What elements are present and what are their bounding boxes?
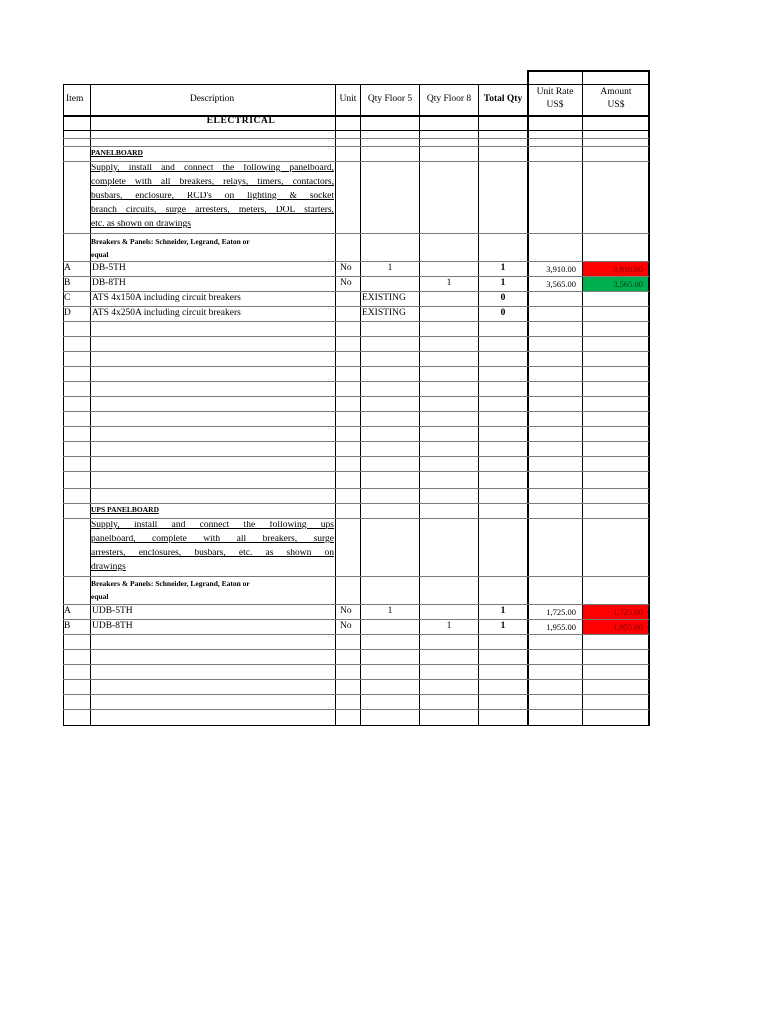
col-header-unit-rate: Unit Rate — [536, 87, 574, 97]
panelboard-brands-line-2: equal — [91, 250, 109, 259]
col-header-description: Description — [189, 94, 235, 104]
panelboard-desc-line-2: complete with all breakers, relays, timers, contactors, — [91, 178, 334, 187]
col-header-total-qty: Total Qty — [483, 94, 523, 104]
ups-panelboard-brands-line-2: equal — [91, 592, 109, 601]
row-qty-floor-5: 1 — [387, 606, 393, 616]
row-qty-floor-5: EXISTING — [362, 293, 406, 303]
row-unit: No — [340, 263, 352, 273]
panelboard-desc-line-5: etc. as shown on drawings — [91, 220, 191, 229]
row-qty-floor-5: 1 — [387, 263, 393, 273]
row-description: DB-8TH — [92, 278, 126, 288]
panelboard-desc-line-1: Supply, install and connect the following panelboard, — [91, 164, 334, 173]
row-description: DB-5TH — [92, 263, 126, 273]
row-amount: 3,565.00 — [613, 279, 643, 289]
col-header-amount: Amount — [600, 87, 632, 97]
row-description: UDB-5TH — [92, 606, 133, 616]
row-qty-floor-8: 1 — [446, 278, 452, 288]
col-header-unit: Unit — [339, 94, 357, 104]
row-unit-rate: 3,910.00 — [546, 264, 576, 274]
row-description: UDB-8TH — [92, 621, 133, 631]
row-item: B — [64, 621, 71, 631]
panelboard-desc-line-4: branch circuits, surge arresters, meters, DOL starters, — [91, 206, 334, 215]
row-total-qty: 1 — [500, 278, 506, 288]
ups-panelboard-desc-line-4: drawings — [91, 563, 126, 572]
row-total-qty: 0 — [500, 308, 506, 318]
col-header-amount-currency: US$ — [607, 100, 625, 110]
row-total-qty: 1 — [500, 606, 506, 616]
row-item: A — [64, 606, 71, 616]
row-item: C — [64, 293, 71, 303]
row-amount: 3,910.00 — [613, 264, 643, 274]
row-amount: 1,725.00 — [613, 607, 643, 617]
row-unit: No — [340, 278, 352, 288]
row-unit-rate: 1,955.00 — [546, 622, 576, 632]
ups-panelboard-brands-line-1: Breakers & Panels: Schneider, Legrand, Eaton or — [91, 579, 250, 588]
row-amount: 1,955.00 — [613, 622, 643, 632]
row-item: B — [64, 278, 71, 288]
bill-of-quantities-table — [63, 70, 649, 726]
ups-panelboard-heading: UPS PANELBOARD — [91, 505, 159, 514]
section-title: ELECTRICAL — [206, 116, 276, 126]
row-unit-rate: 3,565.00 — [546, 279, 576, 289]
row-total-qty: 1 — [500, 263, 506, 273]
row-total-qty: 1 — [500, 621, 506, 631]
row-item: A — [64, 263, 71, 273]
row-item: D — [64, 308, 71, 318]
col-header-qty-floor-5: Qty Floor 5 — [367, 94, 413, 104]
col-header-unit-rate-currency: US$ — [546, 100, 564, 110]
panelboard-brands-line-1: Breakers & Panels: Schneider, Legrand, Eaton or — [91, 237, 250, 246]
row-qty-floor-8: 1 — [446, 621, 452, 631]
col-header-qty-floor-8: Qty Floor 8 — [426, 94, 472, 104]
panelboard-heading: PANELBOARD — [91, 148, 143, 157]
ups-panelboard-desc-line-2: panelboard, complete with all breakers, surge — [91, 535, 334, 544]
row-unit: No — [340, 606, 352, 616]
row-qty-floor-5: EXISTING — [362, 308, 406, 318]
ups-panelboard-desc-line-3: arresters, enclosures, busbars, etc. as shown on — [91, 549, 334, 558]
row-description: ATS 4x150A including circuit breakers — [92, 293, 241, 303]
ups-panelboard-desc-line-1: Supply, install and connect the following ups — [91, 521, 334, 530]
panelboard-desc-line-3: busbars, enclosure, RCD's on lighting & socket — [91, 192, 334, 201]
row-unit-rate: 1,725.00 — [546, 607, 576, 617]
col-header-item: Item — [66, 94, 84, 104]
row-total-qty: 0 — [500, 293, 506, 303]
row-unit: No — [340, 621, 352, 631]
row-description: ATS 4x250A including circuit breakers — [92, 308, 241, 318]
